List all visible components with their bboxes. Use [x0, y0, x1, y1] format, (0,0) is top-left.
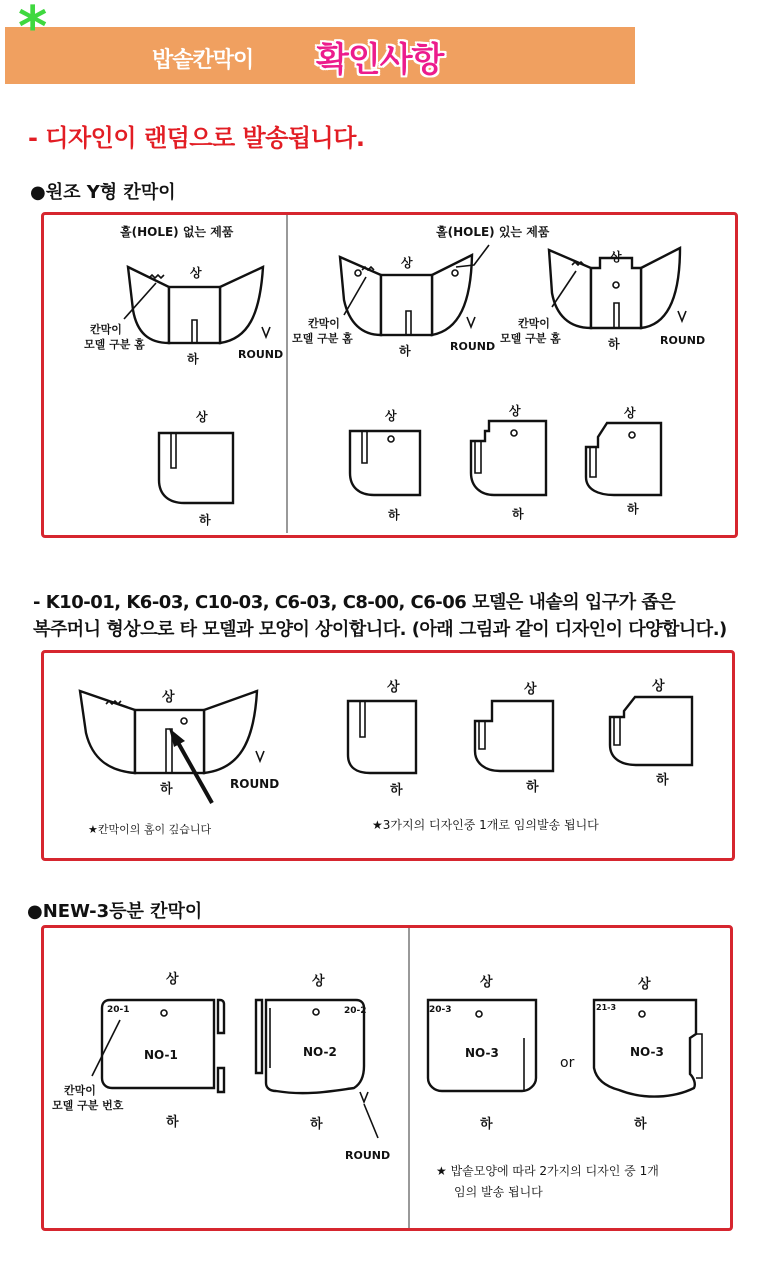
label-bottom: 하 — [390, 783, 403, 798]
label-bottom: 하 — [608, 337, 620, 351]
groove-label-2: 모델 구분 홈 — [84, 338, 145, 351]
label-top: 상 — [480, 975, 493, 990]
label-top: 상 — [610, 250, 622, 264]
code-label-1: 칸막이 — [64, 1084, 96, 1097]
label-bottom: 하 — [187, 352, 199, 366]
y-divider-hole-1 — [340, 245, 489, 335]
design-caption-2: 임의 발송 됩니다 — [454, 1185, 543, 1199]
flat-divider-hole-1 — [350, 431, 420, 495]
model-name: NO-3 — [630, 1045, 664, 1059]
flat-divider-hole-3 — [586, 423, 661, 495]
label-top: 상 — [401, 256, 413, 270]
label-bottom: 하 — [480, 1117, 493, 1132]
flat-divider-option-2 — [475, 701, 553, 771]
code-label-2: 모델 구분 번호 — [52, 1099, 124, 1112]
model-note-line1: - K10-01, K6-03, C10-03, C6-03, C8-00, C6-06 모델은 내솥의 입구가 좁은 — [33, 592, 676, 613]
label-bottom: 하 — [399, 344, 411, 358]
model-code: 20-3 — [429, 1005, 452, 1015]
flat-divider-hole-2 — [471, 421, 546, 495]
groove-label-2: 모델 구분 홈 — [292, 332, 353, 345]
label-top: 상 — [196, 410, 208, 424]
model-code: 20-2 — [344, 1006, 367, 1016]
label-round: ROUND — [450, 340, 496, 353]
model-name: NO-2 — [303, 1045, 337, 1059]
model-code: 20-1 — [107, 1005, 130, 1015]
label-bottom: 하 — [160, 782, 173, 797]
label-top: 상 — [162, 690, 175, 705]
or-separator: or — [560, 1055, 575, 1071]
label-round: ROUND — [345, 1149, 391, 1162]
section2-panel — [41, 650, 735, 861]
groove-label-1: 칸막이 — [518, 317, 550, 330]
label-bottom: 하 — [388, 508, 400, 522]
model-code: 21-3 — [596, 1003, 617, 1012]
random-design-caption: ★3가지의 디자인중 1개로 임의발송 됩니다 — [372, 818, 599, 832]
banner-highlight: 확인사항 — [316, 40, 444, 80]
asterisk-icon: * — [18, 0, 48, 60]
label-top: 상 — [190, 266, 202, 280]
section1-heading: ●원조 Y형 칸막이 — [30, 182, 176, 203]
label-bottom: 하 — [526, 780, 539, 795]
label-top: 상 — [385, 409, 397, 423]
section3-panel — [41, 925, 733, 1231]
label-bottom: 하 — [656, 773, 669, 788]
label-bottom: 하 — [512, 507, 524, 521]
hole-title: 홀(HOLE) 있는 제품 — [436, 225, 550, 239]
section2-drawing — [44, 653, 732, 858]
groove-label-1: 칸막이 — [90, 323, 122, 336]
label-top: 상 — [624, 406, 636, 420]
flat-divider-option-1 — [348, 701, 416, 773]
label-top: 상 — [312, 974, 325, 989]
label-bottom: 하 — [634, 1117, 647, 1132]
label-top: 상 — [524, 682, 537, 697]
section1-panel — [41, 212, 738, 538]
label-round: ROUND — [238, 348, 284, 361]
label-round: ROUND — [230, 777, 280, 791]
label-bottom: 하 — [199, 513, 211, 527]
label-bottom: 하 — [166, 1115, 179, 1130]
label-top: 상 — [509, 404, 521, 418]
groove-label-2: 모델 구분 홈 — [500, 332, 561, 345]
section3-drawing — [44, 928, 730, 1228]
label-round: ROUND — [660, 334, 706, 347]
model-name: NO-3 — [465, 1046, 499, 1060]
model-name: NO-1 — [144, 1048, 178, 1062]
design-caption-1: ★ 밥솥모양에 따라 2가지의 디자인 중 1개 — [436, 1164, 659, 1178]
label-top: 상 — [652, 679, 665, 694]
groove-label-1: 칸막이 — [308, 317, 340, 330]
no-hole-title: 홀(HOLE) 없는 제품 — [120, 225, 234, 239]
label-bottom: 하 — [310, 1117, 323, 1132]
label-top: 상 — [166, 972, 179, 987]
flat-divider-option-3 — [610, 697, 692, 765]
section3-heading: ●NEW-3등분 칸막이 — [27, 901, 203, 922]
model-note-line2: 복주머니 형상으로 타 모델과 모양이 상이합니다. (아래 그림과 같이 디자인이 다양합니다.) — [33, 619, 727, 640]
label-top: 상 — [638, 977, 651, 992]
label-bottom: 하 — [627, 502, 639, 516]
deep-groove-caption: ★칸막이의 홈이 깊습니다 — [88, 823, 212, 836]
banner-title: 밥솥칸막이 — [152, 48, 254, 73]
flat-divider-no-hole — [159, 433, 233, 503]
label-top: 상 — [387, 680, 400, 695]
random-design-notice: - 디자인이 랜덤으로 발송됩니다. — [28, 124, 365, 152]
section1-drawing — [44, 215, 734, 533]
